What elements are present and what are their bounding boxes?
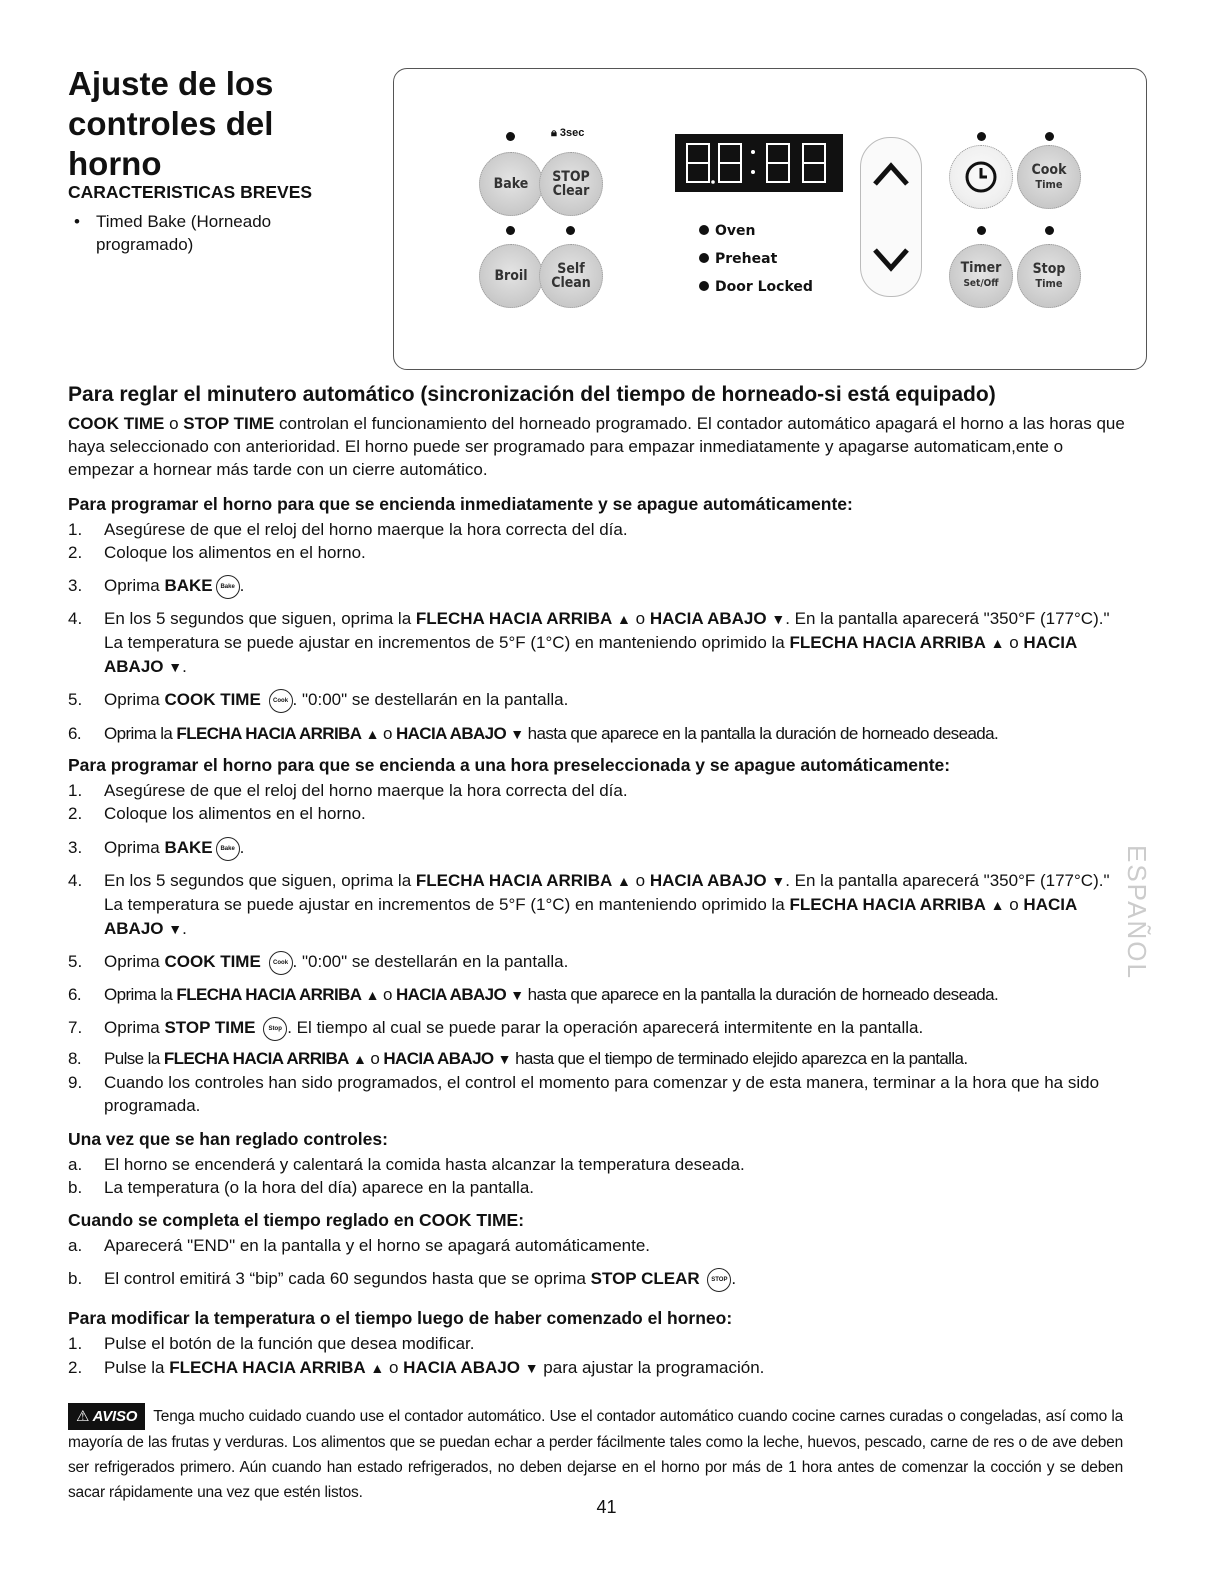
language-tab: ESPAÑOL [1122,845,1152,980]
up-arrow-icon: ▲ [370,1360,385,1376]
list-item: 9. Cuando los controles han sido programados, el control el momento para comenzar y de esta manera, terminar a la hora que ha sido programada. [68,1073,1100,1115]
warning-paragraph: ⚠ AVISO Tenga mucho cuidado cuando use el contador automático. Use el contador automático cuando cocine carnes curadas o congeladas, así como la mayoría de las frutas y verduras. Los alimentos que se puedan echar a perder fácilmente tales como la leche, huevos, pescado, carne de res o de ave deben ser refrigerados primero. Aún cuando han estado refrigerados, no deben dejarse en el horno por más de 1 hora antes de comenzar la cocción y se deben sacar rápidamente una vez que estén listos. [68,1403,1123,1505]
indicator-dot [977,132,986,141]
cook-time-key-icon: Cook [269,951,293,975]
features-heading: CARACTERISTICAS BREVES [68,182,313,202]
indicator-dot [1045,132,1054,141]
broil-button: Broil [479,244,543,308]
up-arrow-icon: ▲ [990,897,1005,913]
bake-button: Bake [479,152,543,216]
list-item: 4. En los 5 segundos que siguen, oprima la FLECHA HACIA ARRIBA ▲ o HACIA ABAJO ▼. En la pantalla aparecerá "350°F (177°C)." La temperatura se puede ajustar en incrementos de 5°F (1°C) en manteniendo oprimido la FLECHA HACIA ARRIBA ▲ o HACIA ABAJO ▼. [68,871,1110,938]
up-arrow-icon: ▲ [617,611,631,627]
indicator-dot [566,226,575,235]
clock-icon [964,160,998,194]
list-item: 2. Coloque los alimentos en el horno. [68,804,366,823]
cook-time-button: Cook Time [1017,145,1081,209]
indicator-oven: Oven [699,223,756,239]
down-arrow-icon: ▼ [168,659,183,675]
stop-clear-key-icon: STOP [707,1268,731,1292]
list-item: 4. En los 5 segundos que siguen, oprima la FLECHA HACIA ARRIBA ▲ o HACIA ABAJO ▼. En la pantalla aparecerá "350°F (177°C)." La temperatura se puede ajustar en incrementos de 5°F (1°C) en manteniendo oprimido la FLECHA HACIA ARRIBA ▲ o HACIA ABAJO ▼. [68,609,1110,676]
bake-key-icon: Bake [216,575,240,599]
cook-time-key-icon: Cook [269,689,293,713]
down-arrow-icon: ▼ [524,1360,539,1376]
list-item: 6. Oprima la FLECHA HACIA ARRIBA ▲ o HACIA ABAJO ▼ hasta que aparece en la pantalla la duración de horneado deseada. [68,724,999,743]
up-arrow-icon: ▲ [352,1051,367,1067]
page-title: Ajuste de los controles del horno [68,65,274,182]
up-arrow-icon: ▲ [365,987,379,1003]
list-item: b. La temperatura (o la hora del día) aparece en la pantalla. [68,1178,534,1197]
list-item: b. El control emitirá 3 “bip” cada 60 segundos hasta que se oprima STOP CLEAR STOP . [68,1267,1133,1292]
down-arrow-icon: ▼ [771,611,786,627]
indicator-dot [506,132,515,141]
list-item: a. El horno se encenderá y calentará la comida hasta alcanzar la temperatura deseada. [68,1155,745,1174]
indicator-dot [1045,226,1054,235]
subheading-modify: Para modificar la temperatura o el tiempo luego de haber comenzado el horneo: [68,1308,733,1328]
up-arrow-icon [875,166,907,184]
page-number: 41 [596,1497,617,1517]
indicator-preheat: Preheat [699,251,777,267]
indicator-dot [506,226,515,235]
timer-set-off-button: Timer Set/Off [949,244,1013,308]
up-arrow-icon: ▲ [990,635,1005,651]
self-clean-button: Self Clean [539,244,603,308]
up-arrow-icon: ▲ [617,873,631,889]
list-item: 3. Oprima BAKE Bake . [68,836,1133,861]
down-arrow-icon: ▼ [168,921,183,937]
lock-icon: 🔒︎ [551,127,557,139]
list-item: 1. Pulse el botón de la función que desea modificar. [68,1334,475,1353]
lock-label: 🔒︎ 3sec [551,127,585,139]
list-item: a. Aparecerá "END" en la pantalla y el horno se apagará automáticamente. [68,1236,651,1255]
feature-item: • Timed Bake (Horneado programado) [74,212,272,254]
arrow-pad [860,137,922,297]
stop-clear-button: STOP Clear [539,152,603,216]
intro-paragraph: COOK TIME o STOP TIME controlan el funcionamiento del horneado programado. El contador automático apagará el horno a las horas que haya seleccionado con anterioridad. El horno puede ser programado para empazar inmediatamente y apagarse automaticam,ente o empezar a hornear más tarde con un cierre automático. [68,414,1125,479]
warning-icon: ⚠ [76,1408,90,1425]
down-arrow-icon: ▼ [497,1051,511,1067]
list-item: 2. Pulse la FLECHA HACIA ARRIBA ▲ o HACIA ABAJO ▼ para ajustar la programación. [68,1358,765,1377]
indicator-door-locked: Door Locked [699,279,813,295]
seven-segment-icon [675,134,843,192]
list-item: 1. Asegúrese de que el reloj del horno maerque la hora correcta del día. [68,520,628,539]
stop-time-button: Stop Time [1017,244,1081,308]
indicator-dot [977,226,986,235]
list-item: 2. Coloque los alimentos en el horno. [68,543,366,562]
down-arrow-icon [875,250,907,268]
subheading-preselected: Para programar el horno para que se encienda a una hora preseleccionada y se apague automáticamente: [68,755,951,775]
subheading-immediate: Para programar el horno para que se encienda inmediatamente y se apague automáticamente: [68,494,853,514]
control-panel-illustration [393,68,1147,370]
digital-display [675,134,843,192]
clock-button [949,145,1013,209]
list-item: 3. Oprima BAKE Bake . [68,574,1133,599]
bake-key-icon: Bake [216,837,240,861]
bullet-icon: • [74,212,80,231]
subheading-once-set: Una vez que se han reglado controles: [68,1129,388,1149]
subheading-cook-time-complete: Cuando se completa el tiempo reglado en COOK TIME: [68,1210,525,1230]
up-arrow-icon: ▲ [365,726,379,742]
list-item: 1. Asegúrese de que el reloj del horno maerque la hora correcta del día. [68,781,628,800]
list-item: 8. Pulse la FLECHA HACIA ARRIBA ▲ o HACIA ABAJO ▼ hasta que el tiempo de terminado elejido aparezca en la pantalla. [68,1049,968,1068]
down-arrow-icon: ▼ [771,873,786,889]
section-heading: Para reglar el minutero automático (sincronización del tiempo de horneado-si está equipado) [68,383,996,406]
list-item: 7. Oprima STOP TIME Stop . El tiempo al cual se puede parar la operación aparecerá intermitente en la pantalla. [68,1016,1133,1041]
stop-time-key-icon: Stop [263,1017,287,1041]
down-arrow-icon: ▼ [510,987,524,1003]
list-item: 5. Oprima COOK TIME Cook . "0:00" se destellarán en la pantalla. [68,688,1133,713]
warning-badge: ⚠ AVISO [68,1403,145,1430]
list-item: 5. Oprima COOK TIME Cook . "0:00" se destellarán en la pantalla. [68,950,1133,975]
down-arrow-icon: ▼ [510,726,524,742]
list-item: 6. Oprima la FLECHA HACIA ARRIBA ▲ o HACIA ABAJO ▼ hasta que aparece en la pantalla la duración de horneado deseada. [68,985,999,1004]
